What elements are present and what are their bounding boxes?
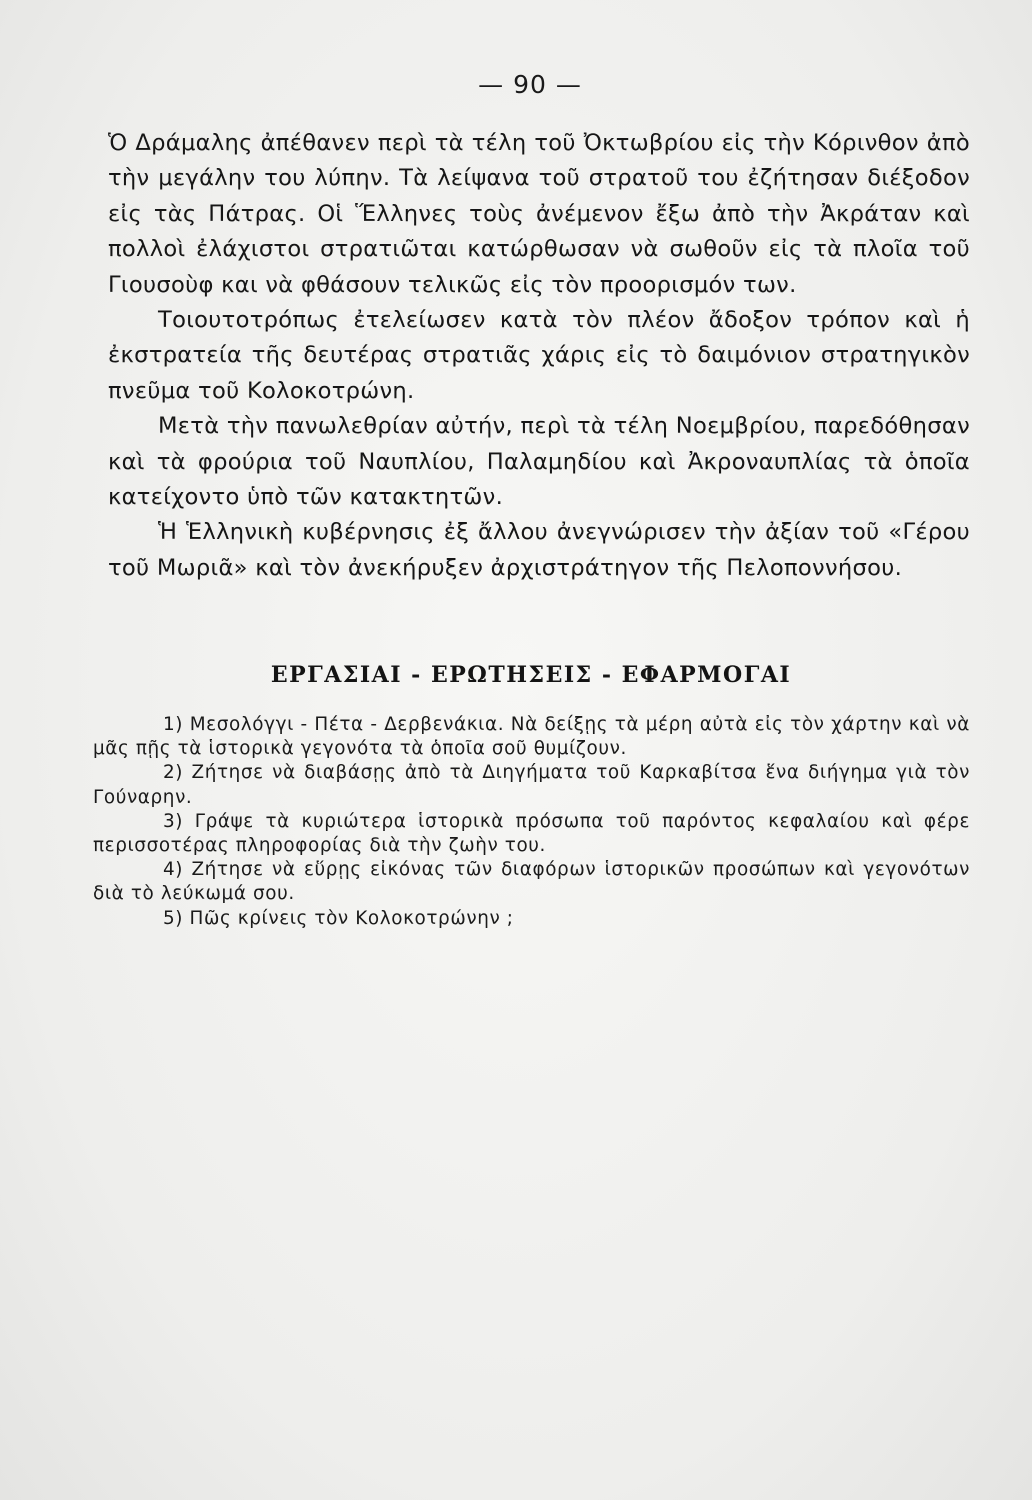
exercises-heading: ΕΡΓΑΣΙΑΙ - ΕΡΩΤΗΣΕΙΣ - ΕΦΑΡΜΟΓΑΙ [270,662,792,688]
exercise-item: 4) Ζήτησε νὰ εὕρῃς εἰκόνας τῶν διαφόρων ἱστορικῶν προσώπων καὶ γεγονότων διὰ τὸ λεύκωμά σου. [93,859,970,905]
exercise-item: 5) Πῶς κρίνεις τὸν Κολοκοτρώνην ; [163,907,514,929]
page-number: — 90 — [478,70,582,99]
paragraph: Μετὰ τὴν πανωλεθρίαν αὐτήν, περὶ τὰ τέλη Νοεμβρίου, παρεδόθησαν καὶ τὰ φρούρια τοῦ Ναυπλίου, Παλαμηδίου καὶ Ἀκροναυπλίας τὰ ὁποῖα κατείχοντο ὑπὸ τῶν κατακτητῶν. [108,413,971,511]
exercise-item: 1) Μεσολόγγι - Πέτα - Δερβενάκια. Νὰ δείξῃς τὰ μέρη αὐτὰ εἰς τὸν χάρτην καὶ νὰ μᾶς πῇς τὰ ἱστορικὰ γεγονότα τὰ ὁποῖα σοῦ θυμίζουν. [93,714,970,760]
paragraph: Ἡ Ἑλληνικὴ κυβέρνησις ἐξ ἄλλου ἀνεγνώρισεν τὴν ἀξίαν τοῦ «Γέρου τοῦ Μωριᾶ» καὶ τὸν ἀνεκήρυξεν ἀρχιστράτηγον τῆς Πελοποννήσου. [108,519,970,581]
paragraph: Ὁ Δράμαλης ἀπέθανεν περὶ τὰ τέλη τοῦ Ὀκτωβρίου εἰς τὴν Κόρινθον ἀπὸ τὴν μεγάλην του λύπην. Τὰ λείψανα τοῦ στρατοῦ του ἐζήτησαν διέξοδον εἰς τὰς Πάτρας. Οἱ Ἕλληνες τοὺς ἀνέμενον ἔξω ἀπὸ τὴν Ἀκράταν καὶ πολλοὶ ἐλάχιστοι στρατιῶται κατώρθωσαν νὰ σωθοῦν εἰς τὰ πλοῖα τοῦ Γιουσοὺφ και νὰ φθάσουν τελικῶς εἰς τὸν προορισμόν των. [108,130,970,298]
paragraph: Τοιουτοτρόπως ἐτελείωσεν κατὰ τὸν πλέον ἄδοξον τρόπον καὶ ἡ ἐκστρατεία τῆς δευτέρας στρατιᾶς χάρις εἰς τὸ δαιμόνιον στρατηγικὸν πνεῦμα τοῦ Κολοκοτρώνη. [108,307,970,404]
main-text [108,126,970,586]
exercise-item: 2) Ζήτησε νὰ διαβάσῃς ἀπὸ τὰ Διηγήματα τοῦ Καρκαβίτσα ἕνα διήγημα γιὰ τὸν Γούναρην. [93,762,970,808]
exercise-item: 3) Γράψε τὰ κυριώτερα ἱστορικὰ πρόσωπα τοῦ παρόντος κεφαλαίου καὶ φέρε περισσοτέρας πληροφορίας διὰ τὴν ζωὴν του. [93,810,970,857]
exercises-list [93,713,970,931]
